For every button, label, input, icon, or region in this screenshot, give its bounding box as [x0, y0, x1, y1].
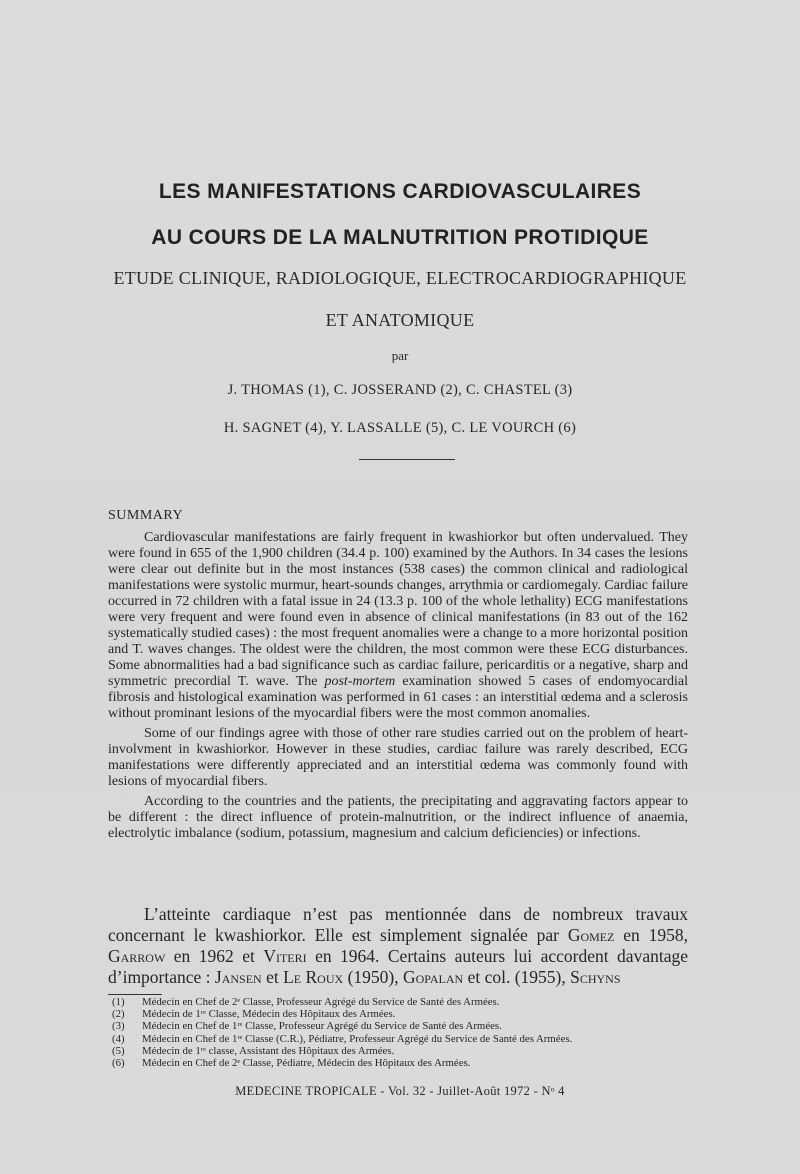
author-name: Gomez: [567, 925, 615, 945]
intro-text: et col. (1955),: [463, 967, 571, 987]
footnote-text: Médecin de 1ʳᵉ Classe, Médecin des Hôpitaux des Armées.: [142, 1008, 396, 1021]
author-name: Le Roux: [283, 967, 344, 987]
footnote: [108, 1008, 708, 1020]
footnote: [108, 1020, 708, 1032]
author-name: Viteri: [263, 946, 307, 966]
article-title-line-2: AU COURS DE LA MALNUTRITION PROTIDIQUE: [151, 226, 649, 249]
footnote: [108, 1033, 708, 1045]
intro-text: L’atteinte cardiaque n’est pas mentionnée dans de nombreux travaux concernant le kwashiorkor. Elle est simplement signalée par: [108, 904, 688, 945]
author-name: Garrow: [108, 946, 166, 966]
article-title-line-1: LES MANIFESTATIONS CARDIOVASCULAIRES: [158, 180, 642, 203]
author-name: Jansen: [214, 967, 262, 987]
intro-text: en 1958,: [614, 925, 688, 945]
author-name: Gopalan: [402, 967, 464, 987]
intro-text: (1950),: [343, 967, 403, 987]
summary-paragraph-1: [108, 530, 688, 722]
footnote: [108, 996, 708, 1008]
footnote-number: (1): [112, 996, 125, 1008]
summary-p1-part-b: examination showed 5 cases of endomyocardial fibrosis and histological examination was performed in 61 cases : an interstitial œdema and a sclerosis without prominant lesions of the myocardial fibers were the most common anomalies.: [108, 674, 689, 721]
intro-text: en 1964. Certains auteurs lui accordent davantage d’importance :: [108, 946, 688, 987]
author-name: Schyns: [570, 967, 621, 987]
footnote-number: (4): [112, 1032, 125, 1045]
authors-line-1: J. THOMAS (1), C. JOSSERAND (2), C. CHASTEL (3): [227, 382, 573, 398]
authors-line-2: H. SAGNET (4), Y. LASSALLE (5), C. LE VOURCH (6): [223, 420, 577, 436]
footnote-text: Médecin en Chef de 1ʳᵉ Classe, Professeur Agrégé du Service de Santé des Armées.: [142, 1020, 502, 1033]
footnotes: [108, 996, 708, 1069]
footnote: [108, 1057, 708, 1069]
footnote-number: (3): [112, 1020, 125, 1033]
title-divider: [359, 459, 455, 460]
journal-footer: MEDECINE TROPICALE - Vol. 32 - Juillet-Août 1972 - Nᵒ 4: [235, 1084, 565, 1098]
footnote-text: Médecin en Chef de 2ᵉ Classe, Professeur Agrégé du Service de Santé des Armées.: [142, 996, 500, 1008]
footnote-divider: [108, 994, 162, 995]
footnote-text: Médecin de 1ʳᵉ classe, Assistant des Hôpitaux des Armées.: [142, 1044, 395, 1057]
footnote: [108, 1045, 708, 1057]
summary-p1-part-a: Cardiovascular manifestations are fairly frequent in kwashiorkor but often undervalued. They were found in 655 of the 1,900 children (34.4 p. 100) examined by the Authors. In 34 cases the lesions were clear out definite but in the most instances (538 cases) the common clinical and radiological manifestations were systolic murmur, heart-sounds changes, arrythmia or cardiomegaly. Cardiac failure occurred in 72 children with a fatal issue in 24 (13.3 p. 100 of the whole lethality) ECG manifestations were very frequent and were found even in absence of clinical manifestations (in 83 out of the 162 systematically studied cases) : the most frequent anomalies were a change to a more horizontal position and T. waves changes. The oldest were the children, the most common were these ECG disturbances. Some abnormalities had a bad significance such as cardiac failure, pericarditis or a negative, sharp and symmetric precordial T. wave. The: [108, 530, 688, 689]
intro-text: et: [261, 967, 284, 987]
article-subtitle-line-1: ETUDE CLINIQUE, RADIOLOGIQUE, ELECTROCARDIOGRAPHIQUE: [113, 268, 687, 288]
summary-heading: SUMMARY: [108, 508, 184, 523]
intro-paragraph: [108, 904, 688, 988]
summary-paragraph-3: According to the countries and the patients, the precipitating and aggravating factors appear to be different : the direct influence of protein-malnutrition, or the indirect influence of anaemia, electrolytic imbalance (sodium, potassium, magnesium and calcium deficiencies) or infections.: [108, 794, 688, 841]
byline: par: [391, 348, 409, 363]
footnote-text: Médecin en Chef de 1ʳᵉ Classe (C.R.), Pédiatre, Professeur Agrégé du Service de Santé des Armées.: [142, 1032, 573, 1045]
article-subtitle-line-2: ET ANATOMIQUE: [325, 310, 475, 330]
summary-p1-italic: post-mortem: [324, 674, 396, 689]
footnote-number: (5): [112, 1044, 125, 1057]
summary-abstract: [108, 530, 688, 846]
intro-text: en 1962 et: [165, 946, 264, 966]
footnote-number: (2): [112, 1008, 125, 1021]
footnote-text: Médecin en Chef de 2ᵉ Classe, Pédiatre, Médecin des Hôpitaux des Armées.: [142, 1057, 471, 1070]
summary-paragraph-2: Some of our findings agree with those of other rare studies carried out on the problem of heart-involvment in kwashiorkor. However in these studies, cardiac failure was rarely described, ECG manifestations were differently appreciated and an interstitial œdema was commonly found with lesions of myocardial fibers.: [108, 726, 688, 789]
footnote-number: (6): [112, 1057, 125, 1070]
